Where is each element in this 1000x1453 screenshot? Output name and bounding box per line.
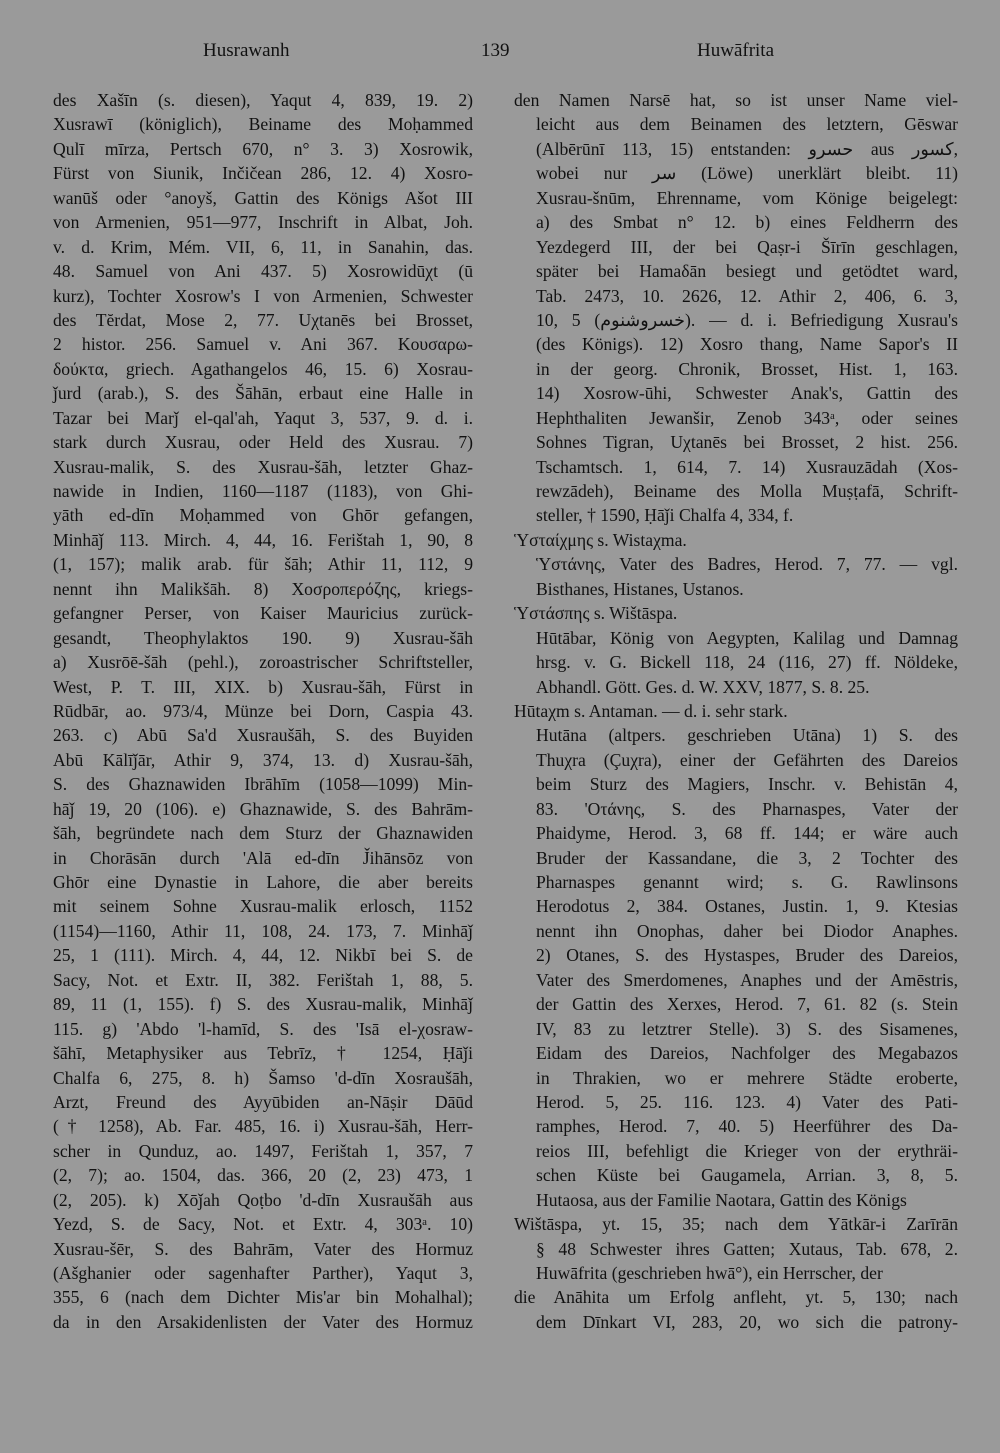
text-line: 263. c) Abū Sa'd Xusraušāh, S. des Buyiden (53, 725, 473, 746)
text-line: Tschamtsch. 1, 614, 7. 14) Xusrauzādah (Xos- (536, 456, 958, 477)
text-line: S. des Ghaznawiden Ibrāhīm (1058—1099) Min- (53, 774, 473, 795)
text-line: 25, 1 (111). Mirch. 4, 44, 12. Nikbī bei S. de (53, 945, 473, 966)
text-line: (des Königs). 12) Xosro thang, Name Sapor's II (536, 334, 958, 355)
text-line: leicht aus dem Beinamen des letztern, Gēswar (536, 114, 958, 135)
text-line: Abhandl. Gött. Ges. d. W. XXV, 1877, S. 8. 25. (536, 676, 870, 697)
text-line: Tazar bei Marǰ el-qal'ah, Yaqut 3, 537, 9. d. i. (53, 407, 473, 428)
text-line: Xusrau-šēr, S. des Bahrām, Vater des Hormuz (53, 1238, 473, 1259)
text-line: († 1258), Ab. Far. 485, 16. i) Xusrau-šāh, Herr- (53, 1116, 473, 1137)
text-line: Yezdegerd III, der bei Qaṣr-i Šīrīn geschlagen, (536, 236, 958, 257)
text-line: nawide in Indien, 1160—1187 (1183), von Ghi- (53, 481, 473, 501)
text-line: δούκτα, griech. Agathangelos 46, 15. 6) Xosrau- (53, 358, 473, 379)
text-line: a) Xusrōē-šāh (pehl.), zoroastrischer Schriftsteller, (53, 652, 473, 673)
text-line: in der georg. Chronik, Brosset, Hist. 1, 163. (536, 358, 958, 379)
text-line: šāh, begründete nach dem Sturz der Ghaznawiden (53, 823, 473, 844)
text-line: (2, 205). k) Xōǰah Qoṭbo 'd-dīn Xusraušāh aus (53, 1189, 473, 1210)
text-line: Hutāna (altpers. geschrieben Utāna) 1) S. des (536, 725, 958, 746)
text-line: kurz), Tochter Xosrow's I von Armenien, Schwester (53, 285, 473, 306)
text-line: Yezd, S. de Sacy, Not. et Extr. 4, 303ᵃ. 10) (53, 1214, 473, 1235)
text-line: Vater des Smerdomenes, Anaphes und der Amēstris, (536, 969, 958, 990)
running-header (0, 40, 1000, 70)
text-line: des Xašīn (s. diesen), Yaqut 4, 839, 19. 2) (53, 90, 473, 110)
text-line: Hūtaχm s. Antaman. — d. i. sehr stark. (514, 700, 788, 721)
text-line: der Gattin des Xerxes, Herod. 7, 61. 82 (s. Stein (536, 994, 958, 1015)
text-line: Ὑστάσπης s. Wištāspa. (514, 603, 678, 624)
text-line: nennt ihn Malikšāh. 8) Χοσροπερόζης, kriegs- (53, 578, 473, 599)
text-line: IV, 83 zu letztrer Stelle). 3) S. des Sisamenes, (536, 1018, 958, 1039)
text-line: Fürst von Siunik, Inčičean 286, 12. 4) Xosro- (53, 163, 473, 184)
text-line: Hephthaliten Jewanšir, Zenob 343ᵃ, oder seines (536, 407, 958, 428)
text-line: Tab. 2473, 10. 2626, 12. Athir 2, 406, 6. 3, (536, 285, 958, 306)
text-line: rewzādeh), Beiname des Molla Muṣṭafā, Schrift- (536, 481, 958, 501)
text-line: West, P. T. III, XIX. b) Xusrau-šāh, Fürst in (53, 676, 473, 697)
text-line: ǰurd (arab.), S. des Šāhān, erbaut eine Halle in (53, 383, 473, 404)
text-line: Herod. 5, 25. 116. 123. 4) Vater des Pati- (536, 1091, 958, 1112)
text-line: später bei Hamaδān besiegt und getödtet ward, (536, 261, 958, 282)
text-line: šāhī, Metaphysiker aus Tebrīz, † 1254, Ḥāǰi (53, 1043, 473, 1064)
text-line: Hutaosa, aus der Familie Naotara, Gattin des Königs (536, 1189, 907, 1210)
text-line: yāth ed-dīn Moḥammed von Ghōr gefangen, (53, 505, 473, 526)
text-line: (Ašghanier oder sagenhafter Parther), Yaqut 3, (53, 1263, 473, 1283)
text-line: stark durch Xusrau, oder Held des Xusrau. 7) (53, 432, 473, 453)
text-line: Xusrawī (königlich), Beiname des Moḥammed (53, 114, 473, 135)
text-line: (2, 7); ao. 1504, das. 366, 20 (2, 23) 473, 1 (53, 1165, 473, 1186)
text-line: wobei nur سر (Löwe) unerklärt bleibt. 11) (536, 163, 958, 184)
text-line: die Anāhita um Erfolg anfleht, yt. 5, 130; nach (514, 1287, 958, 1308)
text-line: schen Küste bei Gaugamela, Arrian. 3, 8, 5. (536, 1165, 958, 1186)
text-line: Pharnaspes genannt wird; s. G. Rawlinsons (536, 872, 958, 892)
text-line: gesandt, Theophylaktos 190. 9) Xusrau-šāh (53, 627, 473, 648)
text-line: da in den Arsakidenlisten der Vater des Hormuz (53, 1311, 473, 1332)
text-line: Bruder der Kassandane, die 3, 2 Tochter des (536, 847, 958, 868)
text-line: 2) Otanes, S. des Hystaspes, Bruder des Dareios, (536, 945, 958, 966)
text-line: wanūš oder °anoyš, Gattin des Königs Ašot III (53, 187, 473, 208)
text-line: Huwāfrita (geschrieben hwā°), ein Herrscher, der (536, 1263, 883, 1283)
left-column (53, 88, 473, 1334)
text-line: dem Dīnkart VI, 283, 20, wo sich die patrony- (536, 1311, 958, 1332)
text-line: nennt ihn Onophas, daher bei Diodor Anaphes. (536, 920, 958, 941)
text-line: 355, 6 (nach dem Dichter Mis'ar bin Mohalhal); (53, 1287, 473, 1308)
text-line: Abū Kālīǰār, Athir 9, 374, 13. d) Xusrau-šāh, (53, 749, 473, 770)
text-line: Ghōr eine Dynastie in Lahore, die aber bereits (53, 872, 473, 892)
text-line: mit seinem Sohne Xusrau-malik erlosch, 1152 (53, 896, 473, 917)
text-line: Chalfa 6, 275, 8. h) Šamso 'd-dīn Xosraušāh, (53, 1067, 473, 1088)
text-line: Eidam des Dareios, Nachfolger des Megabazos (536, 1043, 958, 1064)
text-line: v. d. Krim, Mém. VII, 6, 11, in Sanahin, das. (53, 236, 473, 257)
text-line: Xusrau-malik, S. des Xusrau-šāh, letzter Ghaz- (53, 456, 473, 477)
text-line: 14) Xosrow-ūhi, Schwester Anak's, Gattin des (536, 383, 958, 404)
right-column (514, 88, 958, 1334)
text-line: Sohnes Tigran, Uχtanēs bei Brosset, 2 hist. 256. (536, 432, 958, 453)
text-line: ramphes, Herod. 7, 40. 5) Heerführer des Da- (536, 1116, 958, 1137)
text-line: Sacy, Not. et Extr. II, 382. Ferištah 1, 88, 5. (53, 969, 473, 990)
text-line: 48. Samuel von Ani 437. 5) Xosrowidūχt (ū (53, 261, 473, 282)
text-line: (1154)—1160, Athir 11, 108, 24. 173, 7. Minhāǰ (53, 920, 473, 941)
text-line: Qulī mīrza, Pertsch 670, n° 3. 3) Xosrowik, (53, 138, 473, 159)
text-line: scher in Qunduz, ao. 1497, Ferištah 1, 357, 7 (53, 1140, 473, 1161)
text-line: gefangner Perser, von Kaiser Mauricius zurück- (53, 603, 473, 624)
text-line: (Albērūnī 113, 15) entstanden: حسرو aus كسور, (536, 138, 958, 159)
text-line: Ὑσταίχμης s. Wistaχma. (514, 529, 687, 550)
text-line: 10, 5 (خسروشنوم). — d. i. Befriedigung Xusrau's (536, 309, 958, 330)
text-line: von Armenien, 951—977, Inschrift in Albat, Joh. (53, 212, 473, 233)
text-line: steller, † 1590, Ḥāǰi Chalfa 4, 334, f. (536, 505, 794, 526)
text-line: in Chorāsān durch 'Alā ed-dīn J̌ihānsōz von (53, 847, 473, 868)
text-line: § 48 Schwester ihres Gatten; Xutaus, Tab. 678, 2. (536, 1238, 958, 1259)
text-line: Thuχra (Çuχra), einer der Gefährten des Dareios (536, 749, 958, 770)
text-line: 2 histor. 256. Samuel v. Ani 367. Κουσαρω- (53, 334, 473, 355)
text-line: hrsg. v. G. Bickell 118, 24 (116, 27) ff. Nöldeke, (536, 652, 958, 673)
text-line: Phaidyme, Herod. 3, 68 ff. 144; er wäre auch (536, 823, 958, 844)
text-line: 89, 11 (1, 155). f) S. des Xusrau-malik, Minhāǰ (53, 994, 473, 1015)
text-line: in Thrakien, wo er mehrere Städte eroberte, (536, 1067, 958, 1088)
text-line: Hūtābar, König von Aegypten, Kalilag und Damnag (536, 627, 958, 648)
header-right-word: Huwāfrita (697, 40, 775, 61)
text-line: reios III, befehligt die Krieger von der erythräi- (536, 1140, 958, 1161)
text-line: 115. g) 'Abdo 'l-hamīd, S. des 'Isā el-χosraw- (53, 1018, 473, 1039)
text-line: a) des Smbat n° 12. b) eines Feldherrn des (536, 212, 958, 233)
text-line: Xusrau-šnūm, Ehrenname, vom Könige beigelegt: (536, 187, 958, 208)
text-line: Bisthanes, Histanes, Ustanos. (536, 578, 744, 599)
text-line: den Namen Narsē hat, so ist unser Name viel- (514, 90, 958, 110)
text-line: (1, 157); malik arab. für šāh; Athir 11, 112, 9 (53, 554, 473, 575)
text-line: Herodotus 2, 384. Ostanes, Justin. 1, 9. Ktesias (536, 896, 958, 917)
header-left-word: Husrawanh (203, 40, 290, 61)
text-line: Wištāspa, yt. 15, 35; nach dem Yātkār-i Zarīrān (514, 1214, 958, 1235)
text-line: Rūdbār, ao. 973/4, Münze bei Dorn, Caspia 43. (53, 700, 473, 721)
page-number: 139 (481, 40, 510, 61)
text-line: beim Sturz des Magiers, Inschr. v. Behistān 4, (536, 774, 958, 795)
text-line: des Tĕrdat, Mose 2, 77. Uχtanēs bei Brosset, (53, 309, 473, 330)
text-line: hāǰ 19, 20 (106). e) Ghaznawide, S. des Bahrām- (53, 798, 473, 819)
text-line: Arzt, Freund des Ayyūbiden an-Nāṣir Dāūd (53, 1091, 473, 1112)
text-line: 83. 'Οτάνης, S. des Pharnaspes, Vater der (536, 798, 958, 819)
text-line: Minhāǰ 113. Mirch. 4, 44, 16. Ferištah 1, 90, 8 (53, 529, 473, 550)
text-line: Ὑστάνης, Vater des Badres, Herod. 7, 77. — vgl. (536, 554, 958, 575)
